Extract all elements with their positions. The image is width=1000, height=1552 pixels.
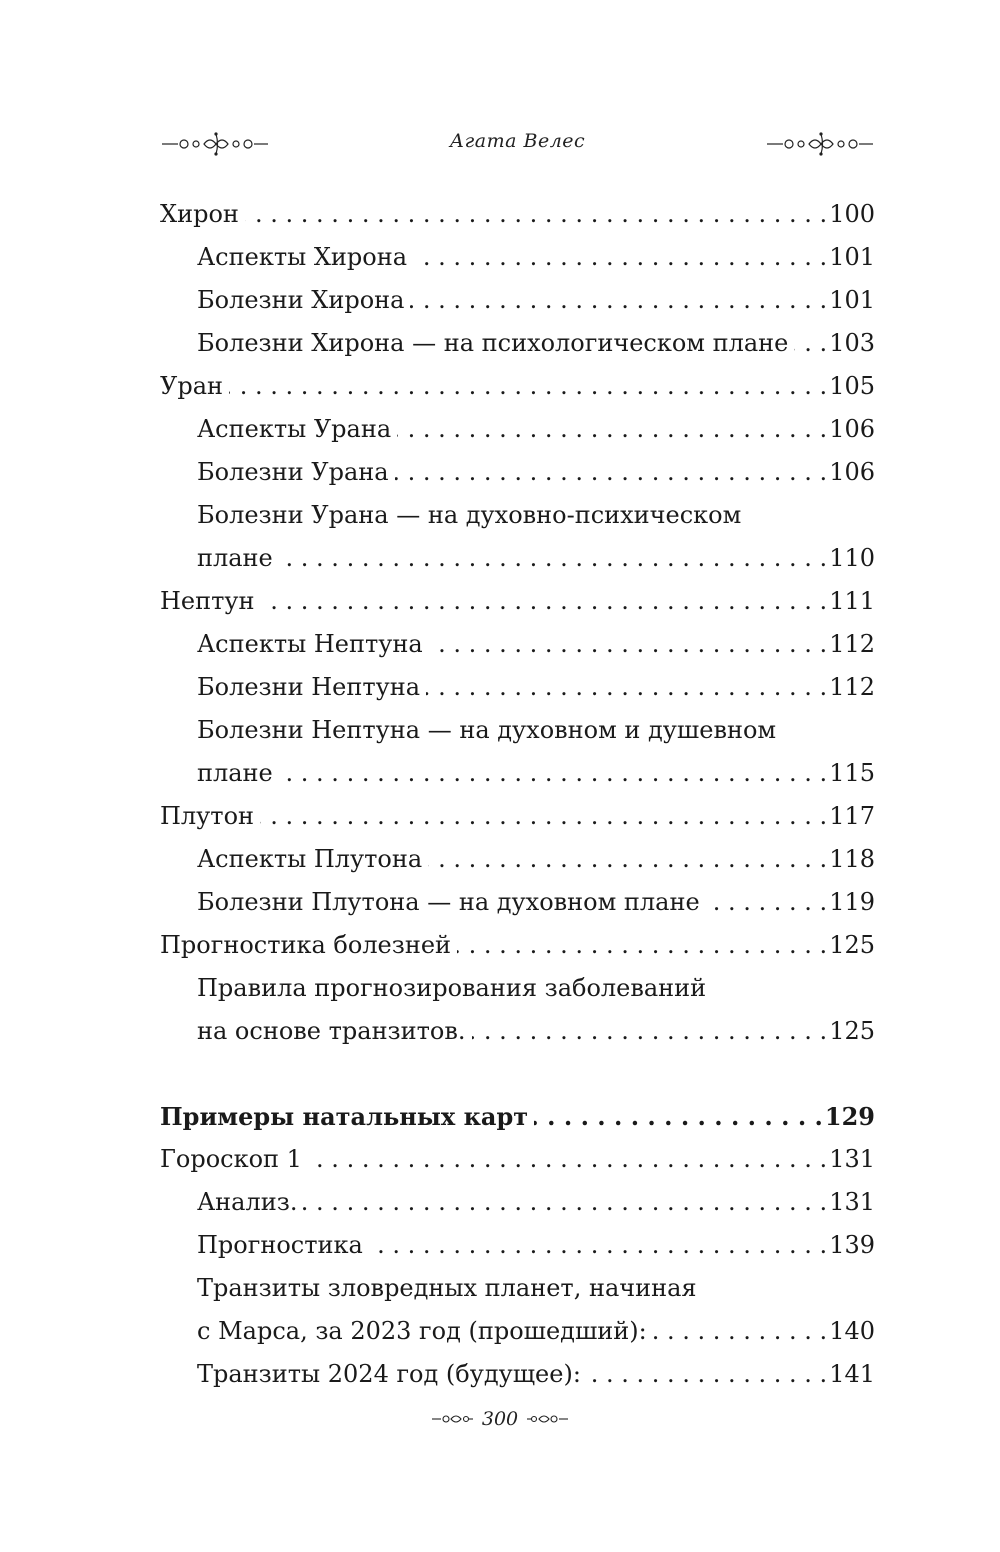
toc-entry <box>160 1267 875 1310</box>
dot-leader <box>413 236 827 279</box>
dot-leader <box>369 1224 827 1267</box>
toc-entry-page: 106 <box>829 415 875 443</box>
toc-entry <box>160 193 875 236</box>
toc-entry-page: 105 <box>829 372 875 400</box>
toc-entry-page: 100 <box>829 200 875 228</box>
toc-entry-title: Плутон <box>160 802 255 830</box>
toc-entry-title: Болезни Урана — на духовно-психическом <box>197 501 742 529</box>
toc-entry-page: 101 <box>829 243 875 271</box>
toc-entry-page: 118 <box>829 845 875 873</box>
toc-entry-title: плане <box>197 544 273 572</box>
dot-leader <box>229 365 827 408</box>
toc-entry <box>160 666 875 709</box>
toc-entry <box>160 838 875 881</box>
toc-entry-page: 110 <box>829 544 875 572</box>
author-name: Агата Велес <box>449 130 586 152</box>
toc-entry-title: Гороскоп 1 <box>160 1145 302 1173</box>
dot-leader <box>426 666 827 709</box>
toc-entry <box>160 494 875 537</box>
page-number: 300 <box>481 1408 519 1430</box>
toc-entry-title: Транзиты зловредных планет, начиная <box>197 1274 697 1302</box>
toc-entry-page: 111 <box>829 587 875 615</box>
dot-leader <box>279 537 827 580</box>
toc-entry-title: Транзиты 2024 год (будущее): <box>197 1360 581 1388</box>
toc-entry-page: 131 <box>829 1188 875 1216</box>
toc-entry <box>160 795 875 838</box>
toc-entry <box>160 279 875 322</box>
dot-leader <box>472 1010 828 1053</box>
dot-leader <box>534 1095 823 1138</box>
toc-entry-page: 117 <box>829 802 875 830</box>
toc-entry-page: 131 <box>829 1145 875 1173</box>
toc-entry-title: Прогностика болезней <box>160 931 452 959</box>
dot-leader <box>794 322 827 365</box>
toc-entry-title: Болезни Плутона — на духовном плане <box>197 888 700 916</box>
toc-entry-page: 115 <box>829 759 875 787</box>
toc-entry-page: 101 <box>829 286 875 314</box>
toc-entry-title: Аспекты Урана <box>197 415 392 443</box>
toc-entry <box>160 1310 875 1353</box>
toc-entry-title: Правила прогнозирования заболеваний <box>197 974 707 1002</box>
toc-entry-title: с Марса, за 2023 год (прошедший): <box>197 1317 647 1345</box>
toc-entry <box>160 537 875 580</box>
footer-ornament-left-icon <box>431 1409 473 1429</box>
running-header <box>160 120 875 168</box>
toc-entry-page: 112 <box>829 630 875 658</box>
dot-leader <box>587 1353 827 1396</box>
toc-entry <box>160 709 875 752</box>
toc-entry-title: Хирон <box>160 200 239 228</box>
page-footer <box>0 1408 1000 1442</box>
dot-leader <box>260 795 827 838</box>
footer-ornament-right-icon <box>527 1409 569 1429</box>
toc-entry-page: 125 <box>829 1017 875 1045</box>
toc-entry-title: Примеры натальных карт <box>160 1102 529 1131</box>
dot-leader <box>261 580 828 623</box>
toc-entry-title: Болезни Хирона <box>197 286 405 314</box>
toc-entry-page: 141 <box>829 1360 875 1388</box>
dot-leader <box>410 279 827 322</box>
toc-entry-title: Болезни Хирона — на психологическом плане <box>197 329 789 357</box>
toc-entry <box>160 1138 875 1181</box>
dot-leader <box>429 623 828 666</box>
toc-entry <box>160 451 875 494</box>
dot-leader <box>397 408 827 451</box>
toc-entry <box>160 236 875 279</box>
dot-leader <box>706 881 828 924</box>
toc-entry-title: Аспекты Хирона <box>197 243 408 271</box>
toc-entry <box>160 1353 875 1396</box>
ornament-right-icon <box>765 124 875 164</box>
toc-entry-page: 140 <box>829 1317 875 1345</box>
toc-entry-page: 112 <box>829 673 875 701</box>
section-gap <box>160 1053 875 1095</box>
toc-entry <box>160 408 875 451</box>
toc-entry-title: Аспекты Нептуна <box>197 630 423 658</box>
toc-entry <box>160 623 875 666</box>
toc-entry <box>160 365 875 408</box>
toc-entry-title: Нептун <box>160 587 255 615</box>
toc-entry-title: Анализ. <box>197 1188 298 1216</box>
toc-entry <box>160 967 875 1010</box>
toc-entry-page: 139 <box>829 1231 875 1259</box>
toc-entry-title: Аспекты Плутона <box>197 845 423 873</box>
toc-entry-page: 125 <box>829 931 875 959</box>
toc-entry <box>160 1010 875 1053</box>
toc-entry-title: Уран <box>160 372 224 400</box>
toc-entry-page: 119 <box>829 888 875 916</box>
toc-entry-page: 129 <box>824 1102 875 1131</box>
dot-leader <box>457 924 827 967</box>
toc-entry-page: 106 <box>829 458 875 486</box>
toc-entry-title: Болезни Урана <box>197 458 389 486</box>
table-of-contents <box>160 193 875 1396</box>
dot-leader <box>279 752 827 795</box>
toc-entry <box>160 322 875 365</box>
toc-section-heading <box>160 1095 875 1138</box>
dot-leader <box>308 1138 827 1181</box>
toc-entry <box>160 580 875 623</box>
toc-entry <box>160 881 875 924</box>
toc-entry <box>160 1224 875 1267</box>
dot-leader <box>245 193 827 236</box>
toc-entry <box>160 924 875 967</box>
dot-leader <box>653 1310 827 1353</box>
toc-entry-title: Прогностика <box>197 1231 363 1259</box>
toc-entry-title: Болезни Нептуна <box>197 673 421 701</box>
toc-entry-page: 103 <box>829 329 875 357</box>
dot-leader <box>395 451 828 494</box>
toc-entry-title: Болезни Нептуна — на духовном и душевном <box>197 716 777 744</box>
dot-leader <box>303 1181 827 1224</box>
dot-leader <box>428 838 827 881</box>
toc-entry-title: плане <box>197 759 273 787</box>
toc-entry-title: на основе транзитов. <box>197 1017 466 1045</box>
toc-entry <box>160 752 875 795</box>
toc-entry <box>160 1181 875 1224</box>
